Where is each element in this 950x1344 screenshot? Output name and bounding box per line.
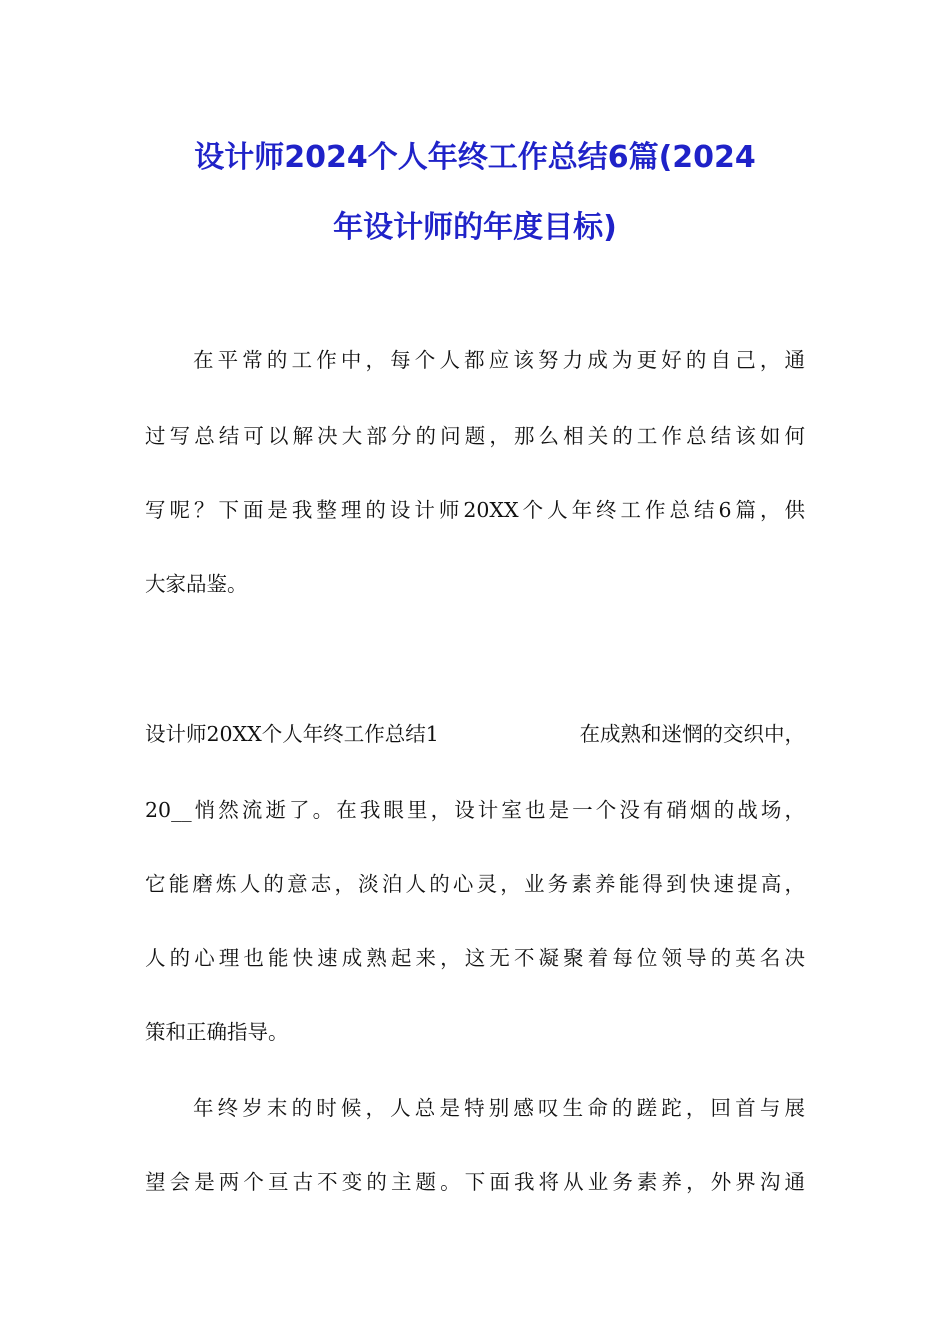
- section-line-3: 它能磨炼人的意志，淡泊人的心灵，业务素养能得到快速提高，: [145, 872, 805, 896]
- intro-line-4: 大家品鉴。: [145, 572, 248, 596]
- intro-line-3: 写呢？下面是我整理的设计师20XX个人年终工作总结6篇，供: [145, 498, 805, 522]
- intro-line-1: 在平常的工作中，每个人都应该努力成为更好的自己，通: [193, 348, 805, 372]
- paragraph2-line-1: 年终岁末的时候，人总是特别感叹生命的蹉跎，回首与展: [193, 1096, 805, 1120]
- document-title-line-2: 年设计师的年度目标): [333, 210, 617, 245]
- section-line-5: 策和正确指导。: [145, 1020, 289, 1044]
- intro-line-2: 过写总结可以解决大部分的问题，那么相关的工作总结该如何: [145, 424, 805, 448]
- paragraph2-line-2: 望会是两个亘古不变的主题。下面我将从业务素养，外界沟通: [145, 1170, 805, 1194]
- section-line-2: 20__悄然流逝了。在我眼里，设计室也是一个没有硝烟的战场，: [145, 798, 805, 822]
- section-first-line-rest: 在成熟和迷惘的交织中，: [579, 722, 805, 746]
- section-line-4: 人的心理也能快速成熟起来，这无不凝聚着每位领导的英名决: [145, 946, 805, 970]
- section-heading: 设计师20XX个人年终工作总结1: [145, 722, 439, 746]
- document-title-line-1: 设计师2024个人年终工作总结6篇(2024: [194, 140, 756, 175]
